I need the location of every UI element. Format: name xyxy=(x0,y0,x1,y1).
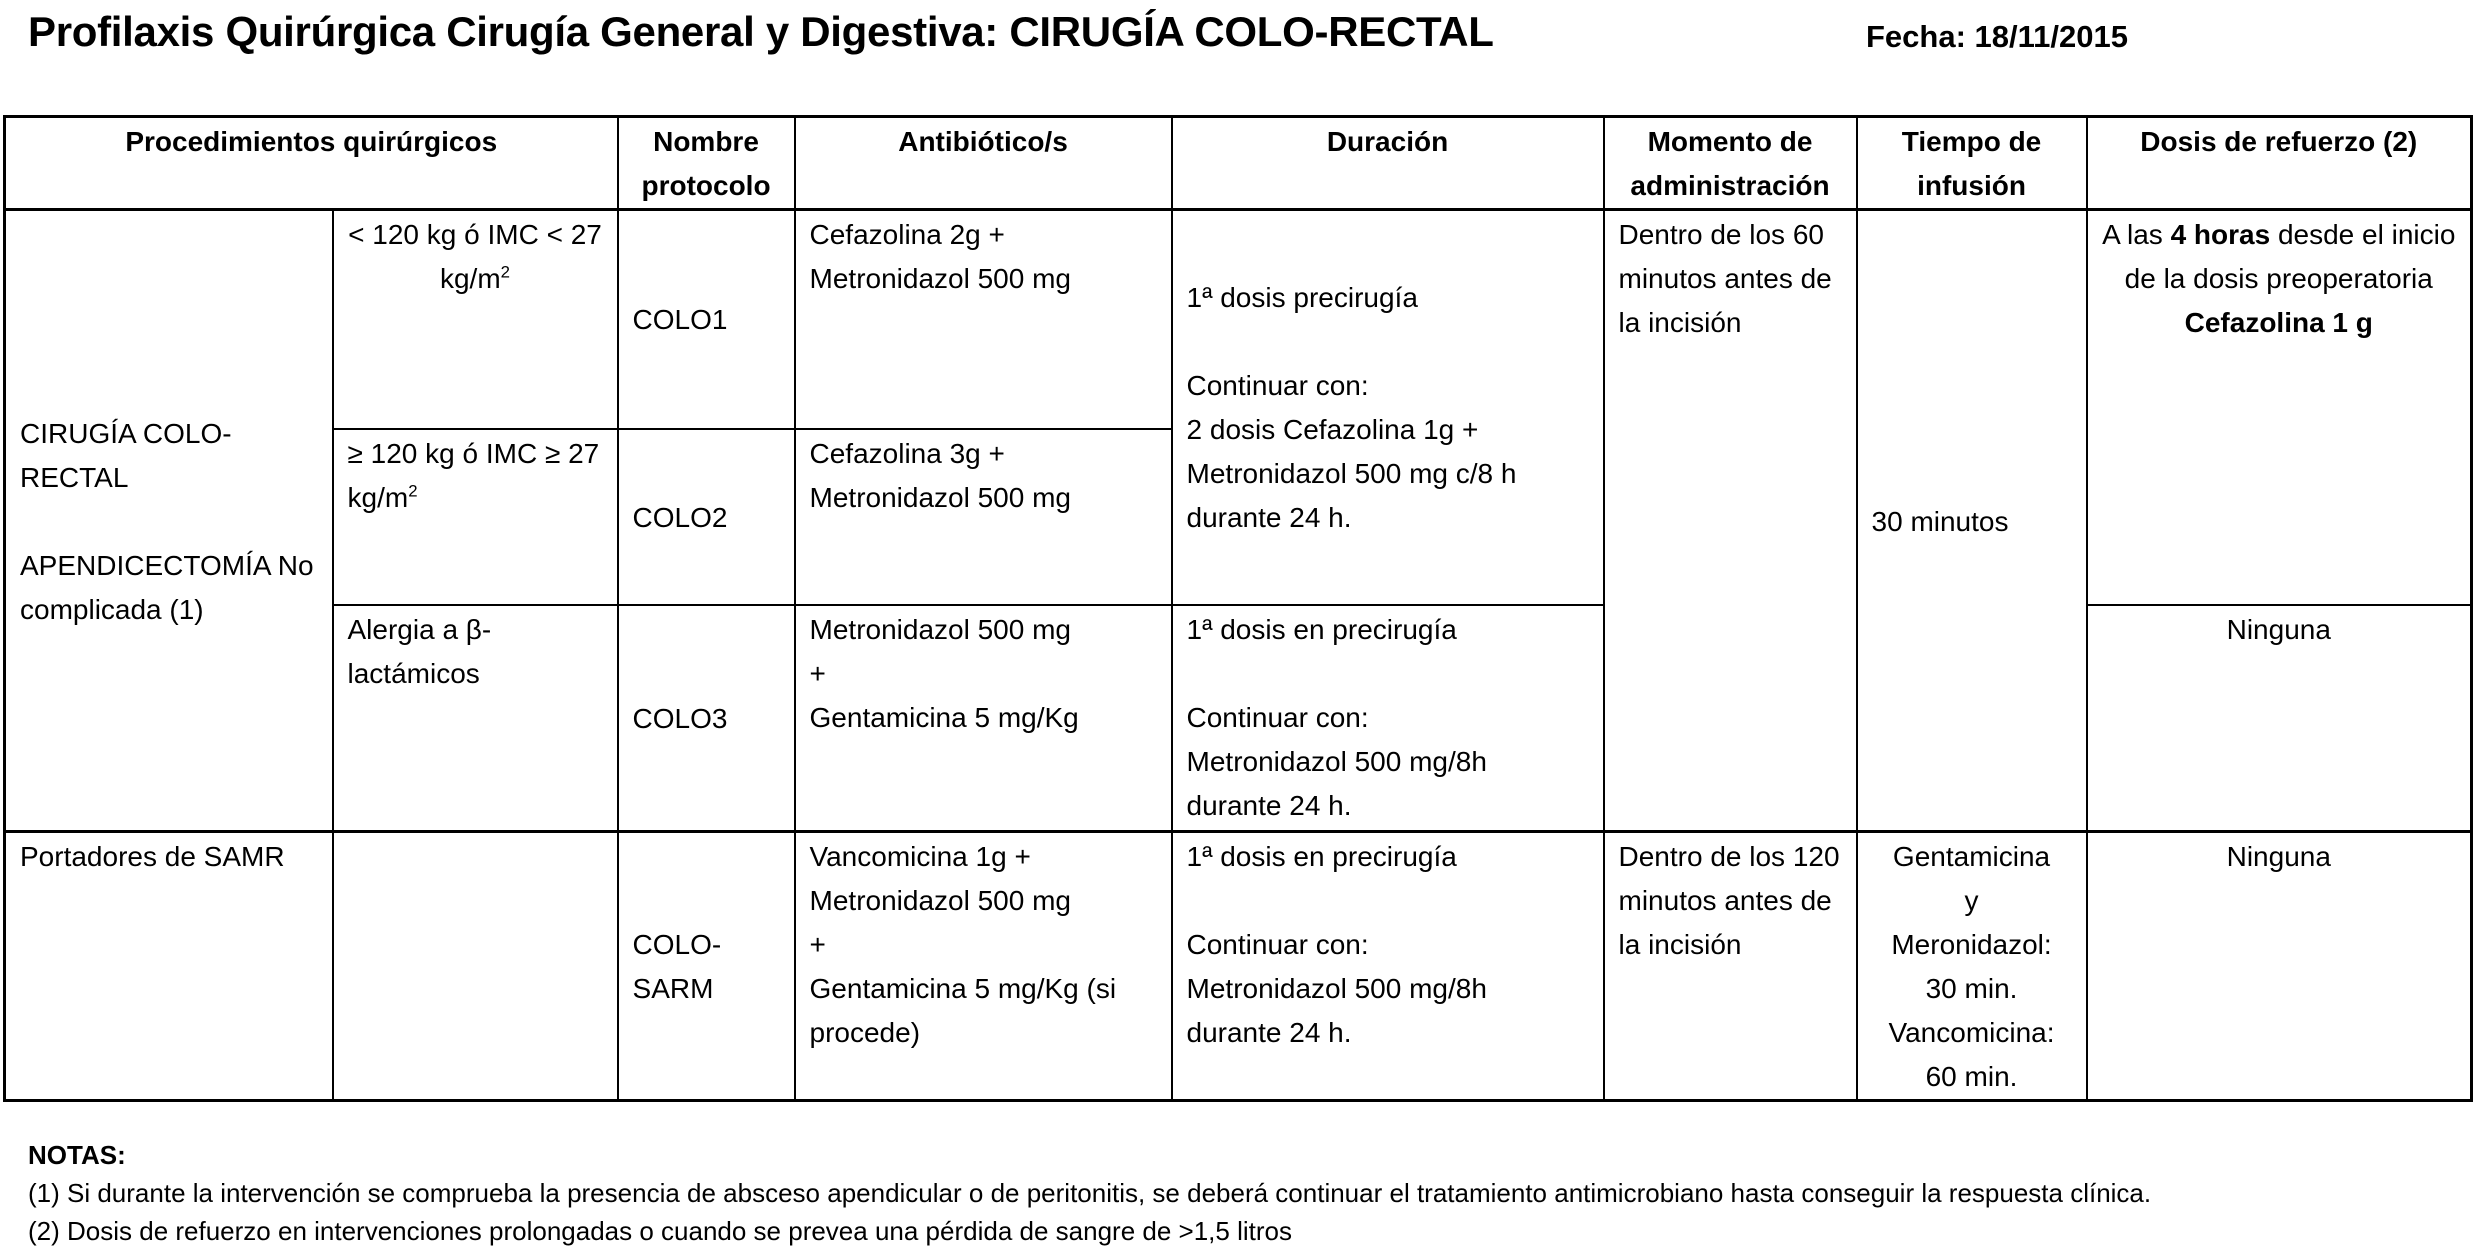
duration-cell: 1ª dosis en precirugía Continuar con: Metronidazol 500 mg/8h durante 24 h. xyxy=(1172,832,1604,1101)
criterion-cell: < 120 kg ó IMC < 27 $kg/m^2$ xyxy=(333,210,618,429)
antibiotic-cell: Vancomicina 1g + Metronidazol 500 mg + Gentamicina 5 mg/Kg (si procede) xyxy=(795,832,1172,1101)
antibiotic-cell: Cefazolina 3g + Metronidazol 500 mg xyxy=(795,429,1172,605)
infusion-cell: 30 minutos xyxy=(1857,210,2087,832)
duration-cell: 1ª dosis precirugía Continuar con: 2 dosis Cefazolina 1g + Metronidazol 500 mg c/8 h durante 24 h. xyxy=(1172,210,1604,605)
header-duration: Duración xyxy=(1172,117,1604,210)
note-1: (1) Si durante la intervención se comprueba la presencia de absceso apendicular o de peritonitis, se deberá continuar el tratamiento antimicrobiano hasta conseguir la respuesta clínica. xyxy=(28,1178,2152,1208)
header-procedures: Procedimientos quirúrgicos xyxy=(5,117,618,210)
protocol-cell: COLO-SARM xyxy=(618,832,795,1101)
duration-cell: 1ª dosis en precirugía Continuar con: Metronidazol 500 mg/8h durante 24 h. xyxy=(1172,605,1604,832)
group1-label-line1: CIRUGÍA COLO-RECTAL xyxy=(20,417,232,493)
superscript: 2 xyxy=(408,481,418,501)
header-row xyxy=(5,117,2472,210)
protocol-cell: COLO3 xyxy=(618,605,795,832)
booster-cell: Ninguna xyxy=(2087,605,2472,832)
booster-cell: Ninguna xyxy=(2087,832,2472,1101)
group1-label-line2: APENDICECTOMÍA No complicada (1) xyxy=(20,549,314,625)
date-label: Fecha: 18/11/2015 xyxy=(1866,19,2128,54)
criterion-cell xyxy=(333,832,618,1101)
criterion-cell: Alergia a β-lactámicos xyxy=(333,605,618,832)
table-row-colo-sarm xyxy=(5,832,2472,1101)
table-row-colo3 xyxy=(5,605,2472,832)
group1-label xyxy=(5,210,333,832)
booster-cell: A las 4 horas desde el inicio de la dosis preoperatoria Cefazolina 1 g xyxy=(2087,210,2472,605)
protocol-cell: COLO1 xyxy=(618,210,795,429)
group2-label: Portadores de SAMR xyxy=(5,832,333,1101)
table-row-colo1 xyxy=(5,210,2472,429)
page-title: Profilaxis Quirúrgica Cirugía General y Digestiva: CIRUGÍA COLO-RECTAL xyxy=(28,8,1494,55)
prophylaxis-table xyxy=(3,115,2473,1102)
header-protocol: Nombre protocolo xyxy=(618,117,795,210)
note-2: (2) Dosis de refuerzo en intervenciones prolongadas o cuando se prevea una pérdida de sangre de >1,5 litros xyxy=(28,1216,1292,1246)
header-infusion: Tiempo de infusión xyxy=(1857,117,2087,210)
protocol-cell: COLO2 xyxy=(618,429,795,605)
header-antibiotics: Antibiótico/s xyxy=(795,117,1172,210)
notes-title: NOTAS: xyxy=(28,1140,126,1170)
infusion-cell: Gentamicina y Meronidazol: 30 min. Vancomicina: 60 min. xyxy=(1857,832,2087,1101)
criterion-cell: ≥ 120 kg ó IMC ≥ 27 $kg/m^2$ xyxy=(333,429,618,605)
moment-cell: Dentro de los 60 minutos antes de la incisión xyxy=(1604,210,1857,832)
header-booster: Dosis de refuerzo (2) xyxy=(2087,117,2472,210)
antibiotic-cell: Cefazolina 2g + Metronidazol 500 mg xyxy=(795,210,1172,429)
header-moment: Momento de administración xyxy=(1604,117,1857,210)
moment-cell: Dentro de los 120 minutos antes de la incisión xyxy=(1604,832,1857,1101)
superscript: 2 xyxy=(500,262,511,282)
notes-section xyxy=(28,1136,2151,1250)
antibiotic-cell: Metronidazol 500 mg + Gentamicina 5 mg/Kg xyxy=(795,605,1172,832)
